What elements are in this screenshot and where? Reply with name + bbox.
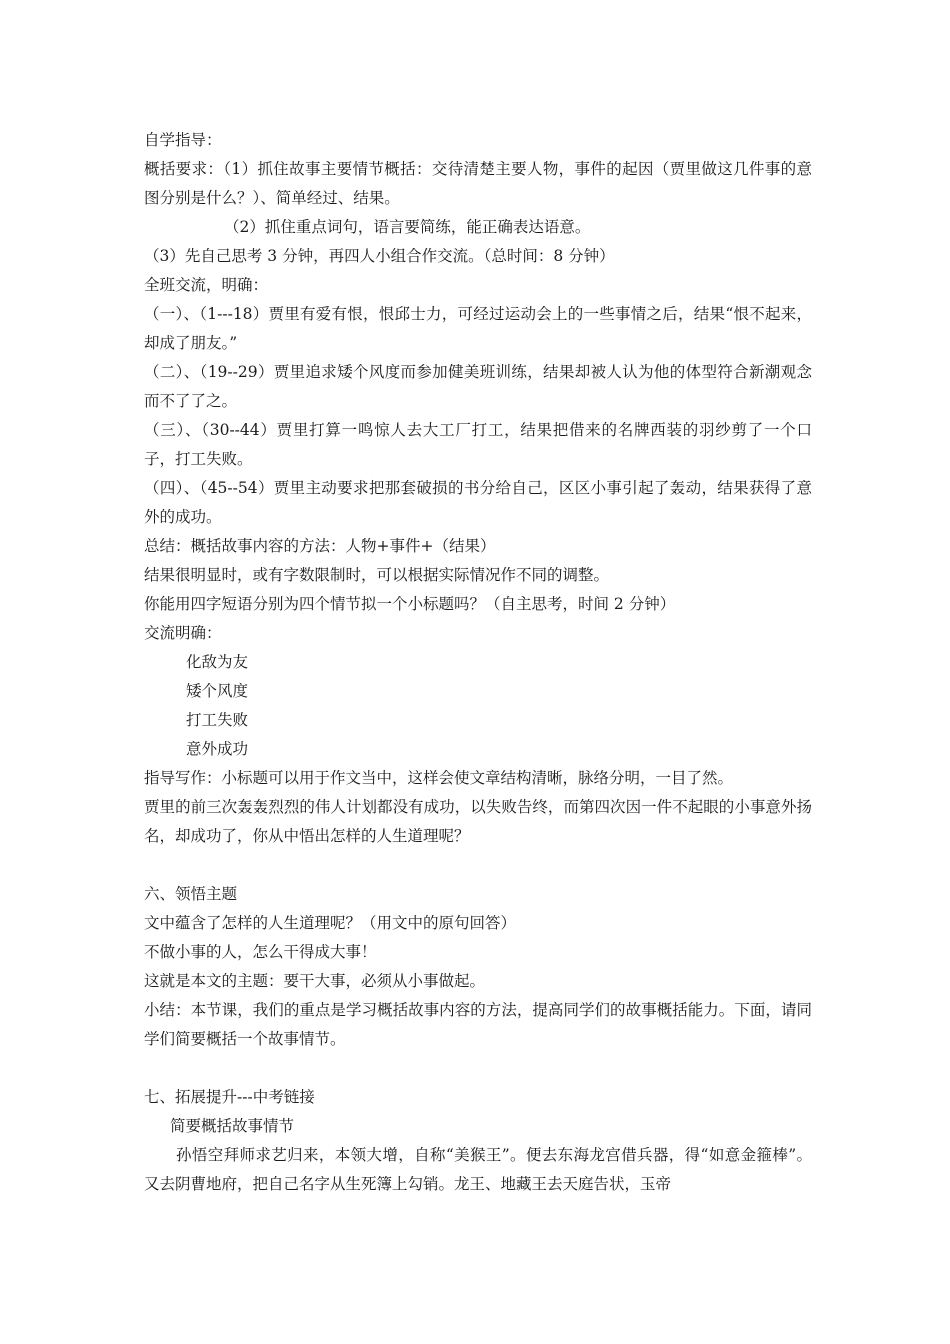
plot-section-3: （三）、（30--44）贾里打算一鸣惊人去大工厂打工，结果把借来的名牌西装的羽纱剪了一个口子，打工失败。 (144, 421, 812, 468)
document-page (144, 126, 812, 1199)
paragraph-gap (144, 1054, 812, 1083)
theme-quote: 不做小事的人，怎么干得成大事！ (144, 943, 377, 961)
paragraph-gap (144, 851, 812, 880)
class-discussion-heading: 全班交流，明确： (144, 276, 269, 294)
exercise-title: 简要概括故事情节 (170, 1117, 295, 1135)
exchange-heading: 交流明确： (144, 624, 222, 642)
summary-requirement-1: 概括要求：（1）抓住故事主要情节概括：交待清楚主要人物，事件的起因（贾里做这几件事的意图分别是什么？）、简单经过、结果。 (144, 160, 812, 207)
subtitle-question: 你能用四字短语分别为四个情节拟一个小标题吗？（自主思考，时间 2 分钟） (144, 595, 676, 613)
subtitle-item: 化敌为友 (186, 653, 249, 671)
subtitle-item: 矮个风度 (186, 682, 249, 700)
plot-section-1: （一）、（1---18）贾里有爱有恨，恨邱士力，可经过运动会上的一些事情之后，结果“恨不起来，却成了朋友。” (144, 305, 812, 352)
reflection-question: 贾里的前三次轰轰烈烈的伟人计划都没有成功，以失败告终，而第四次因一件不起眼的小事意外扬名，却成功了，你从中悟出怎样的人生道理呢？ (144, 798, 812, 845)
writing-guidance: 指导写作：小标题可以用于作文当中，这样会使文章结构清晰，脉络分明，一目了然。 (144, 769, 734, 787)
self-study-heading: 自学指导： (144, 131, 222, 149)
subtitle-item: 意外成功 (186, 740, 249, 758)
summary-adjustment-note: 结果很明显时，或有字数限制时，可以根据实际情况作不同的调整。 (144, 566, 610, 584)
plot-section-4: （四）、（45--54）贾里主动要求把那套破损的书分给自己，区区小事引起了轰动，结果获得了意外的成功。 (144, 479, 812, 526)
summary-requirement-2: （2）抓住重点词句，语言要简练，能正确表达语意。 (224, 218, 591, 236)
subtitle-item: 打工失败 (186, 711, 249, 729)
summary-method: 总结：概括故事内容的方法：人物+事件+（结果） (144, 537, 496, 555)
summary-requirement-3: （3）先自己思考 3 分钟，再四人小组合作交流。（总时间：8 分钟） (144, 247, 615, 265)
theme-question: 文中蕴含了怎样的人生道理呢？（用文中的原句回答） (144, 914, 517, 932)
section-6-heading: 六、领悟主题 (144, 885, 238, 903)
plot-section-2: （二）、（19--29）贾里追求矮个风度而参加健美班训练，结果却被人认为他的体型符合新潮观念而不了了之。 (144, 363, 812, 410)
lesson-summary: 小结：本节课，我们的重点是学习概括故事内容的方法，提高同学们的故事概括能力。下面，请同学们简要概括一个故事情节。 (144, 1001, 812, 1048)
theme-statement: 这就是本文的主题：要干大事，必须从小事做起。 (144, 972, 486, 990)
story-passage: 孙悟空拜师求艺归来，本领大增，自称“美猴王”。便去东海龙宫借兵器，得“如意金箍棒”。又去阴曹地府，把自己名字从生死簿上勾销。龙王、地藏王去天庭告状，玉帝 (144, 1146, 812, 1193)
section-7-heading: 七、拓展提升---中考链接 (144, 1088, 315, 1106)
